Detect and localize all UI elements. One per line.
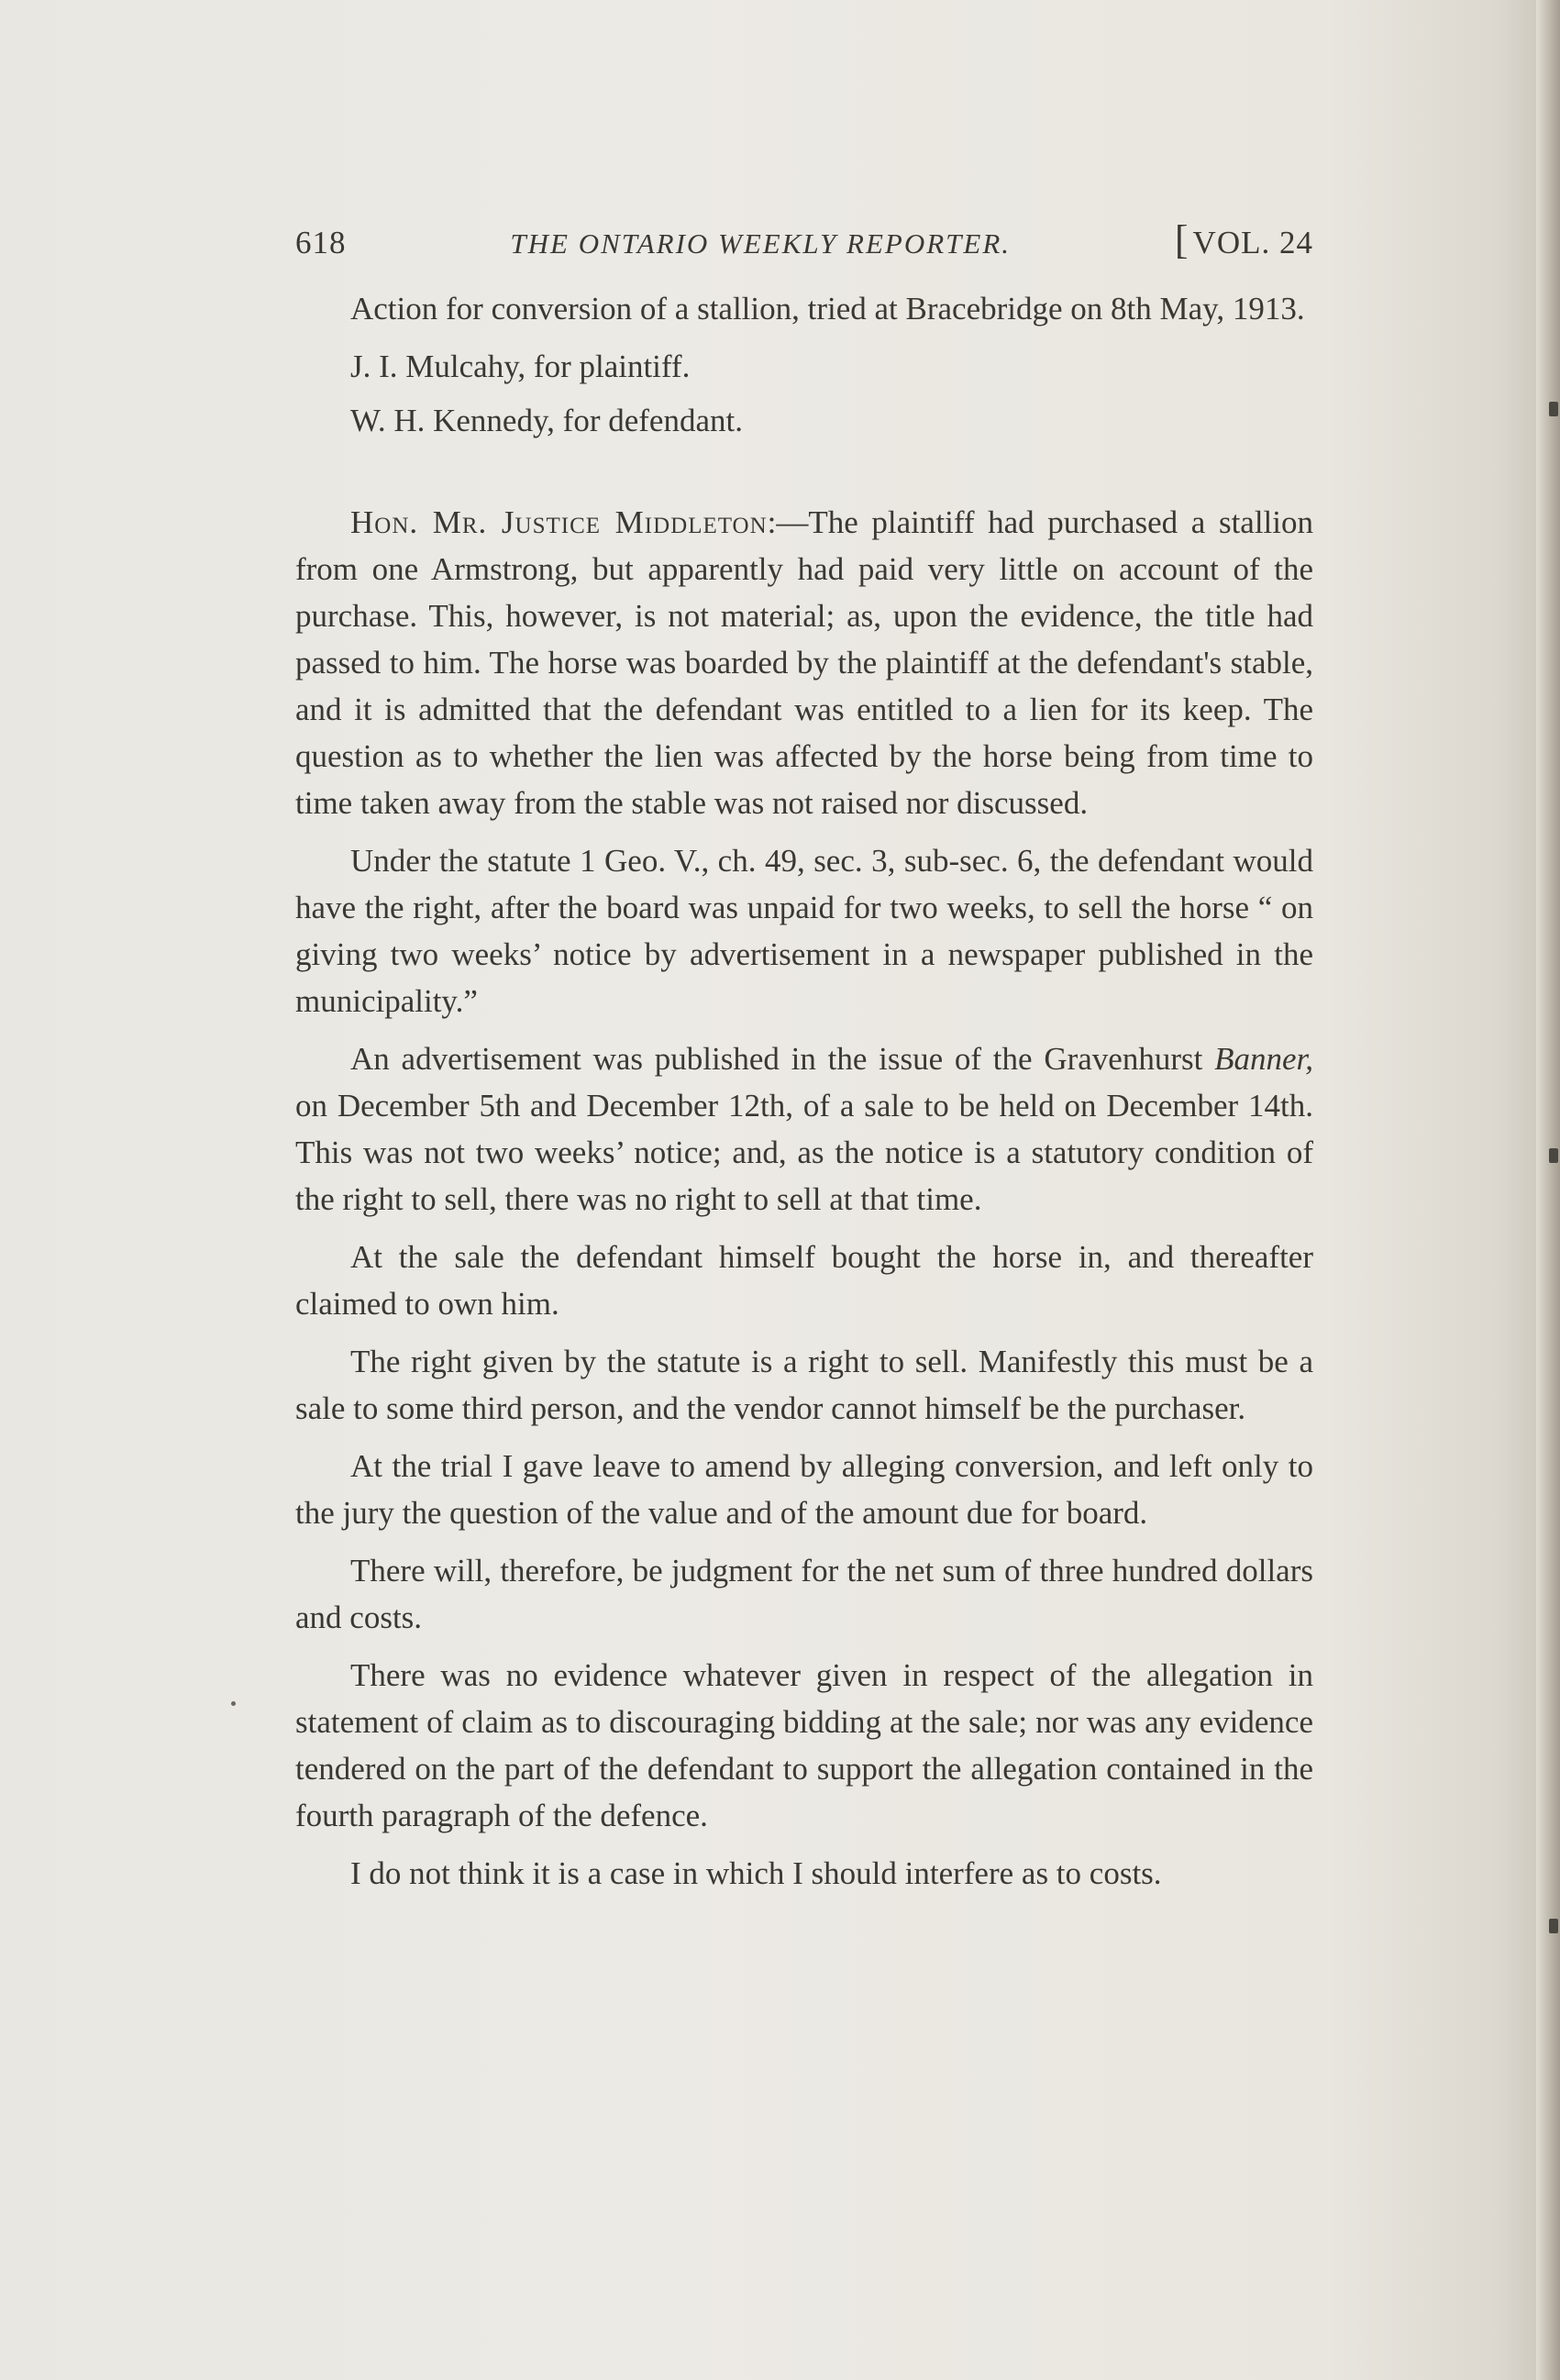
judgment-paragraph: At the sale the defendant himself bought the horse in, and thereafter claimed to own him.	[295, 1239, 1313, 1322]
edge-mark	[1549, 1148, 1558, 1163]
edge-mark	[1549, 402, 1558, 416]
judgment-paragraph: The right given by the statute is a right to sell. Manifestly this must be a sale to some third person, and the vendor cannot himself be the purchaser.	[295, 1344, 1313, 1426]
judgment-paragraph: There was no evidence whatever given in respect of the allegation in statement of claim as to discouraging bidding at the sale; nor was any evidence tendered on the part of the defendant to support the allegation contained in the fourth paragraph of the defence.	[295, 1657, 1313, 1833]
judgment-paragraph: Under the statute 1 Geo. V., ch. 49, sec. 3, sub-sec. 6, the defendant would have the right, after the board was unpaid for two weeks, to sell the horse “ on giving two weeks’ notice by advertisement in a newspaper published in the municipality.”	[295, 843, 1313, 1019]
page-content	[295, 216, 1313, 1897]
judgment-opening-text: :—The plaintiff had purchased a stallion from one Armstrong, but apparently had paid very little on account of the purchase. This, however, is not material; as, upon the evidence, the title had passed to him. The horse was boarded by the plaintiff at the defendant's stable, and it is admitted that the defendant was entitled to a lien for its keep. The question as to whether the lien was affected by the horse being from time to time taken away from the stable was not raised nor discussed.	[295, 504, 1313, 821]
volume-label	[1175, 216, 1313, 266]
binding-edge	[1536, 0, 1560, 2380]
page-number: 618	[295, 225, 347, 260]
judgment-paragraph: At the trial I gave leave to amend by alleging conversion, and left only to the jury the question of the value and of the amount due for board.	[295, 1448, 1313, 1531]
judgment-opening	[295, 499, 1313, 826]
newspaper-name: Banner,	[1214, 1041, 1313, 1077]
judgment-paragraph: There will, therefore, be judgment for the net sum of three hundred dollars and costs.	[295, 1553, 1313, 1635]
running-title: THE ONTARIO WEEKLY REPORTER.	[510, 227, 1012, 260]
advertisement-after: on December 5th and December 12th, of a sale to be held on December 14th. This was not two weeks’ notice; and, as the notice is a statutory condition of the right to sell, there was no right to sell at that time.	[295, 1088, 1313, 1217]
stray-ink-dot	[231, 1701, 236, 1706]
edge-mark	[1549, 1919, 1558, 1933]
volume-text: VOL. 24	[1192, 225, 1313, 260]
counsel-plaintiff: J. I. Mulcahy, for plaintiff.	[350, 349, 691, 384]
judge-name: Hon. Mr. Justice Middleton	[350, 504, 768, 540]
counsel-defendant: W. H. Kennedy, for defendant.	[350, 403, 743, 438]
advertisement-before: An advertisement was published in the issue of the Gravenhurst	[350, 1041, 1215, 1077]
advertisement-paragraph	[295, 1035, 1313, 1223]
judgment-paragraph: I do not think it is a case in which I should interfere as to costs.	[350, 1855, 1162, 1891]
running-header	[295, 216, 1313, 267]
case-intro: Action for conversion of a stallion, tried at Bracebridge on 8th May, 1913.	[350, 291, 1305, 327]
volume-bracket: [	[1174, 217, 1189, 262]
